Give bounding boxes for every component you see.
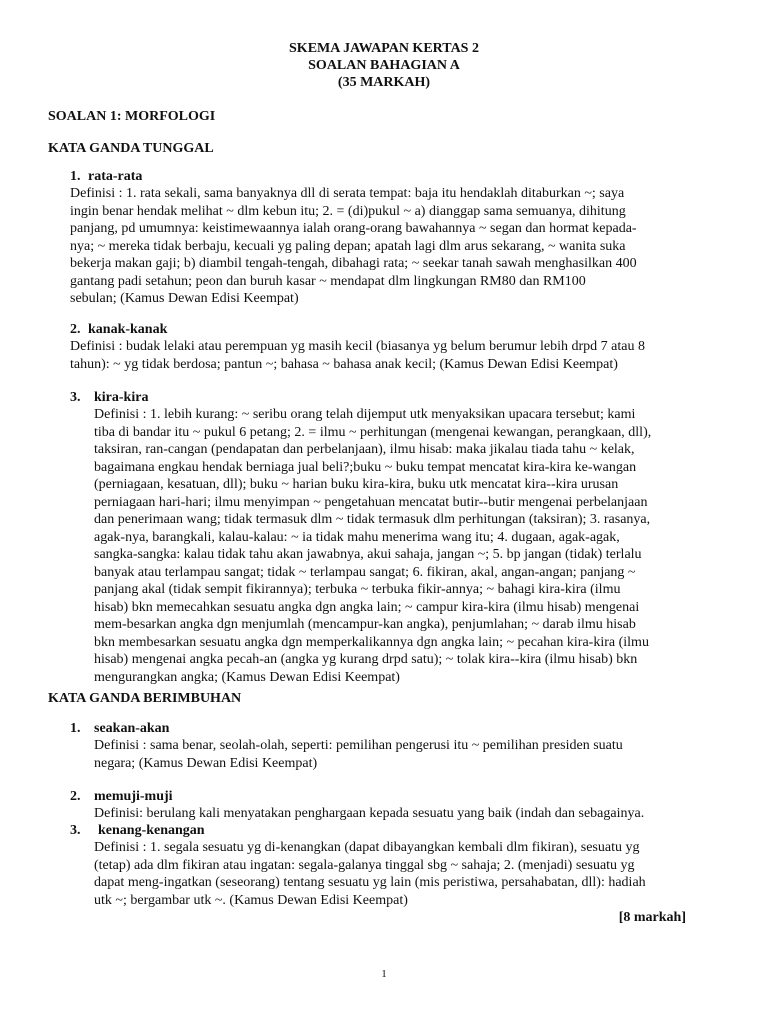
definition-line: agak-nya, barangkali, kalau-kalau: ~ ia tidak mahu menerima wang itu; 4. dugaan, agak-agak,: [94, 529, 620, 545]
term-title: [70, 389, 148, 407]
definition-line: panjang akal (tidak sempit fikirannya); terbuka ~ terbuka fikir-annya; ~ bahagi kira-kira (ilmu: [94, 582, 621, 597]
section-heading-berimbuhan: KATA GANDA BERIMBUHAN: [48, 691, 242, 706]
page-number: 1: [381, 968, 387, 980]
definition-paragraph: [94, 839, 646, 909]
definition-paragraph: [94, 406, 651, 686]
definition-paragraph: [94, 737, 623, 772]
header-subtitle: SOALAN BAHAGIAN A: [308, 58, 460, 73]
item-number: 3.: [70, 823, 81, 838]
term: rata-rata: [88, 169, 143, 184]
term-title: [70, 168, 142, 186]
definition-line: bkn membesarkan sesuatu angka dgn memperkalikannya dgn angka lain; ~ pecahan kira-kira (ilmu: [94, 634, 649, 650]
definition-line: bagaimana engkau hendak berniaga jual beli?;buku ~ buku tempat mencatat kira-kira ke-wangan: [94, 459, 637, 475]
item-number: 1.: [70, 169, 81, 184]
definition-line: negara; (Kamus Dewan Edisi Keempat): [94, 755, 318, 771]
definition-line: nya; ~ mereka tidak berbaju, kecuali yg paling depan; apatah lagi dlm arus sekarang, ~ wanita suka: [70, 238, 626, 254]
definition-line: dapat meng-ingatkan (seseorang) tentang sesuatu yg lain (mis peristiwa, persahabatan, dll): hadiah: [94, 875, 646, 890]
definition-line: mengurangkan angka; (Kamus Dewan Edisi Keempat): [94, 669, 400, 685]
definition-line: panjang, pd umumnya: keistimewaannya ialah orang-orang bawahannya ~ segan dan hormat kepada-: [70, 221, 637, 236]
definition-line: perniagaan hari-hari; ilmu menyimpan ~ pengetahuan mencatat butir--butir mengenai perbelanjaan: [94, 494, 648, 510]
term: kenang-kenangan: [98, 823, 205, 838]
definition-line: dan penerimaan wang; tidak termasuk dlm ~ tidak termasuk dlm perhitungan (taksiran); 3. rasanya,: [94, 512, 651, 527]
definition-paragraph: [94, 805, 644, 823]
item-number: 1.: [70, 721, 81, 736]
definition-line: tiba di bandar itu ~ pukul 6 petang; 2. = ilmu ~ perhitungan (mengenai kewangan, perangkaan, dll),: [94, 424, 652, 440]
definition-line: utk ~; bergambar utk ~. (Kamus Dewan Edisi Keempat): [94, 892, 408, 908]
definition-paragraph: [70, 338, 645, 373]
definition-line: sangka-sangka: kalau tidak tahu akan jawabnya, akui sahaja, jangan ~; 5. bp jangan (tidak) terlalu: [94, 547, 642, 562]
term: seakan-akan: [94, 721, 170, 736]
term-title: [70, 321, 167, 339]
question-heading: SOALAN 1: MORFOLOGI: [48, 109, 216, 124]
definition-line: Definisi : budak lelaki atau perempuan yg masih kecil (biasanya yg belum berumur lebih drpd 7 atau 8: [70, 339, 645, 354]
definition-line: Definisi : 1. rata sekali, sama banyaknya dll di serata tempat: baja itu hendaklah ditaburkan ~; saya: [70, 186, 625, 201]
item-number: 3.: [70, 390, 81, 405]
definition-line: tahun): ~ yg tidak berdosa; pantun ~; bahasa ~ bahasa anak kecil; (Kamus Dewan Edisi Keempat): [70, 356, 618, 372]
header-title: SKEMA JAWAPAN KERTAS 2: [289, 41, 479, 56]
definition-line: Definisi : 1. segala sesuatu yg di-kenangkan (dapat dibayangkan kembali dlm fikiran), sesuatu yg: [94, 840, 640, 855]
definition-line: (tetap) ada dlm fikiran atau ingatan: segala-galanya tinggal sbg ~ sahaja; 2. (menjadi) sesuatu yg: [94, 857, 635, 873]
header-marks: (35 MARKAH): [337, 75, 431, 90]
definition-line: bekerja makan gaji; b) diambil tengah-tengah, dibahagi rata; ~ seekar tanah sawah menghasilkan 400: [70, 256, 637, 271]
term-title: [70, 720, 169, 738]
item-number: 2.: [70, 322, 81, 337]
definition-line: hisab) mengenai angka pecah-an (angka yg kurang drpd satu); ~ tolak kira--kira (ilmu hisab) bkn: [94, 652, 638, 667]
definition-line: ingin benar hendak melihat ~ dlm kebun itu; 2. = (di)pukul ~ a) dianggap sama semuanya, dihitung: [70, 203, 626, 219]
term-title: [70, 788, 173, 806]
definition-line: gantang padi setahun; peon dan buruh kasar ~ mendapat dlm lingkungan RM80 dan RM100: [70, 273, 586, 289]
definition-line: banyak atau terlampau sangat; tidak ~ terlampau sangat; 6. fikiran, akal, angan-angan; panjang ~: [94, 564, 636, 580]
definition-line: mem-besarkan angka dgn menjumlah (mencampur-kan angka), penjumlahan; ~ darab ilmu hisab: [94, 617, 636, 632]
term: memuji-muji: [94, 789, 173, 804]
definition-line: Definisi : 1. lebih kurang: ~ seribu orang telah dijemput utk menyaksikan upacara tersebut; kami: [94, 407, 636, 422]
term: kanak-kanak: [88, 322, 168, 337]
term-title: [70, 822, 205, 840]
item-number: 2.: [70, 789, 81, 804]
definition-line: (perniagaan, kesatuan, dll); buku ~ harian buku kira-kira, buku utk mencatat kira--kira urusan: [94, 477, 619, 492]
definition-line: sebulan; (Kamus Dewan Edisi Keempat): [70, 291, 299, 306]
definition-line: hisab) bkn memecahkan sesuatu angka dgn angka lain; ~ campur kira-kira (ilmu hisab) mengenai: [94, 599, 640, 615]
definition-line: Definisi : sama benar, seolah-olah, seperti: pemilihan pengerusi itu ~ pemilihan presiden suatu: [94, 738, 623, 753]
definition-paragraph: [70, 185, 637, 308]
definition-line: taksiran, ran-cangan (pendapatan dan perbelanjaan), ilmu hisab: maka jikalau tiada tahu ~ kelak,: [94, 442, 635, 457]
total-marks-text: [8 markah]: [618, 910, 686, 925]
section-heading-tunggal: KATA GANDA TUNGGAL: [48, 141, 214, 156]
definition-line: Definisi: berulang kali menyatakan penghargaan kepada sesuatu yang baik (indah dan sebagainya.: [94, 806, 645, 821]
total-marks: [619, 909, 686, 927]
term: kira-kira: [94, 390, 149, 405]
